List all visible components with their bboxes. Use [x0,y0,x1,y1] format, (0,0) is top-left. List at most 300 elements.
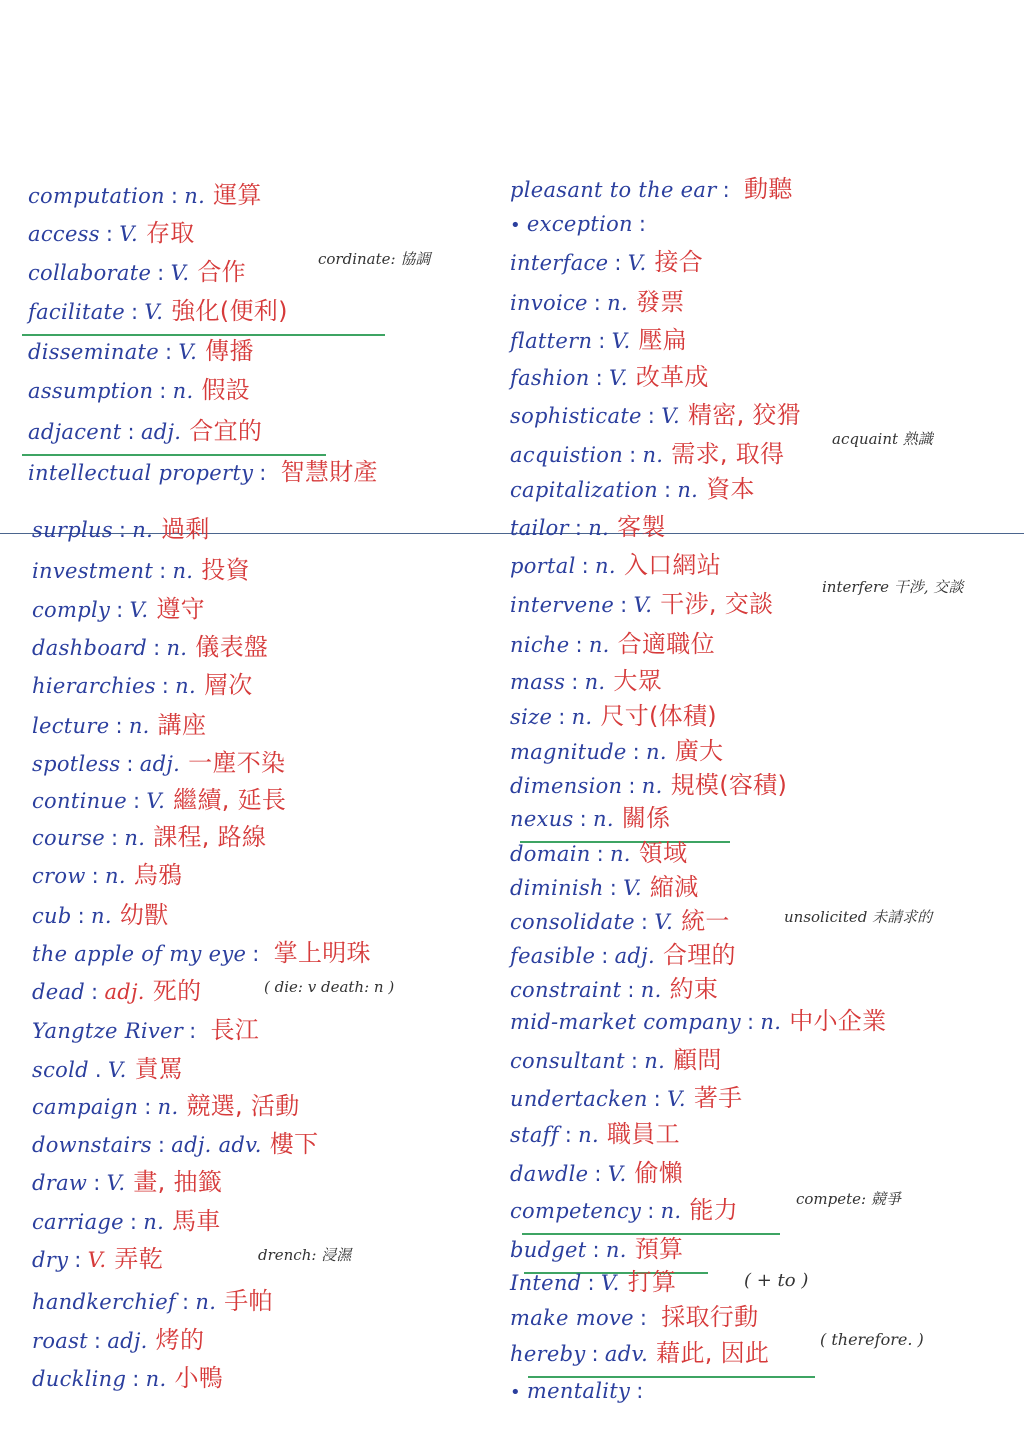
vocab-meaning: 資本 [706,475,755,503]
vocab-entry [510,1265,676,1299]
vocab-entry [32,746,285,780]
vocab-separator: : [636,1379,644,1403]
vocab-part-of-speech: n. [640,978,662,1002]
vocab-separator: : [653,1087,662,1111]
vocab-entry [32,1013,259,1047]
vocab-entry [510,768,787,802]
vocab-entry [510,1336,769,1370]
vocab-entry [32,898,168,932]
vocab-meaning: 智慧財產 [280,458,378,486]
vocab-entry [510,1300,758,1334]
vocab-term: competency [510,1199,642,1223]
vocab-part-of-speech: n. [584,670,606,694]
vocab-term: Intend [510,1271,582,1295]
vocab-part-of-speech: V. [627,251,647,275]
vocab-entry [510,1374,650,1408]
vocab-meaning: 手帕 [224,1287,273,1315]
vocab-meaning: 儀表盤 [195,633,269,661]
vocab-entry [510,699,717,733]
vocab-meaning: 長江 [210,1016,260,1044]
vocab-part-of-speech: n. [105,864,126,888]
note-plus-to: ( + to ) [744,1270,809,1291]
vocab-meaning: 採取行動 [661,1303,759,1331]
vocab-separator: : [592,1238,600,1262]
vocab-term: scold [32,1058,89,1082]
vocab-part-of-speech: n. [760,1010,782,1034]
vocab-term: diminish [510,876,604,900]
vocab-part-of-speech: n. [646,740,667,764]
vocab-term: domain [510,842,591,866]
vocab-meaning: 課程, 路線 [153,823,267,851]
vocab-part-of-speech: adj. [104,980,145,1004]
vocab-meaning: 領域 [638,839,688,867]
vocab-part-of-speech: n. [593,807,614,831]
vocab-meaning: 合理的 [662,941,736,969]
vocab-part-of-speech: adv. [604,1342,649,1366]
vocab-part-of-speech: n. [195,1290,217,1314]
note-compete: compete: 競爭 [796,1190,901,1208]
vocab-separator: : [558,705,566,729]
vocab-meaning: 一塵不染 [188,749,286,777]
vocab-term: facilitate [28,300,126,324]
vocab-entry [510,836,687,870]
vocab-term: feasible [510,944,596,968]
vocab-entry [32,1052,183,1086]
vocab-separator: : [105,222,114,246]
vocab-meaning: 顧問 [673,1046,722,1074]
vocab-part-of-speech: V. [106,1171,126,1195]
vocab-term: downstairs [32,1133,152,1157]
vocab-separator: : [647,404,656,428]
vocab-meaning: 廣大 [674,737,724,765]
vocab-term: budget [510,1238,587,1262]
vocab-meaning: 責罵 [134,1055,184,1083]
vocab-part-of-speech: n. [607,291,628,315]
vocab-part-of-speech: V. [178,340,198,364]
vocab-entry [32,1089,300,1123]
vocab-term: acquistion [510,443,624,467]
vocab-entry [510,904,730,938]
vocab-entry [510,1193,738,1227]
vocab-separator: : [132,1367,140,1391]
vocab-entry [28,334,254,368]
vocab-entry [510,472,755,506]
vocab-term: hereby [510,1342,586,1366]
vocab-term: adjacent [28,420,122,444]
vocab-meaning: 假設 [201,376,251,404]
vocab-entry [32,858,182,892]
vocab-entry [32,936,371,970]
vocab-separator: : [571,670,579,694]
vocab-term: cub [32,904,72,928]
vocab-entry [32,630,268,664]
vocab-entry [28,455,378,489]
vocab-separator: : [115,714,123,738]
vocab-separator: : [601,944,609,968]
vocab-term: handkerchief [32,1290,177,1314]
vocab-separator: : [116,598,124,622]
vocab-entry [28,294,288,328]
vocab-term: collaborate [28,261,152,285]
vocab-term: mentality [526,1379,631,1403]
vocab-term: intervene [510,593,615,617]
vocab-meaning: 幼獸 [119,901,169,929]
vocab-part-of-speech: V. [608,366,628,390]
vocab-term: invoice [510,291,588,315]
vocab-part-of-speech: n. [644,1049,666,1073]
vocab-separator: : [110,826,119,850]
vocab-term: draw [32,1171,88,1195]
vocab-separator: : [596,842,604,866]
vocab-term: consolidate [510,910,635,934]
vocab-term: computation [28,184,165,208]
vocab-separator: : [170,184,179,208]
vocab-part-of-speech: n. [166,636,188,660]
vocab-separator: : [259,461,267,485]
vocab-part-of-speech: adj. [139,752,181,776]
vocab-meaning: 烤的 [155,1326,205,1354]
vocab-separator: : [579,807,587,831]
vocab-meaning: 馬車 [172,1207,221,1235]
vocab-separator: : [159,379,167,403]
vocab-meaning: 職員工 [606,1120,680,1148]
vocab-separator: : [153,636,161,660]
vocab-part-of-speech: V. [611,329,631,353]
vocab-part-of-speech: V. [654,910,674,934]
vocab-separator: : [144,1095,152,1119]
vocab-meaning: 規模(容積) [670,771,788,799]
vocab-entry [510,1043,722,1077]
vocab-part-of-speech: n. [124,826,146,850]
vocab-meaning: 強化(便利) [171,297,288,325]
vocab-separator: : [620,593,628,617]
vocab-meaning: 合作 [197,258,246,286]
vocab-meaning: 約束 [669,975,719,1003]
vocab-part-of-speech: n. [595,554,616,578]
vocab-separator: : [628,774,636,798]
vocab-separator: : [564,1123,573,1147]
vocab-meaning: 過剩 [161,515,210,543]
vocab-separator: : [598,329,606,353]
vocab-term: access [28,222,100,246]
vocab-separator: : [627,978,635,1002]
vocab-term: the apple of my eye [32,942,247,966]
vocab-meaning: 改革成 [635,363,709,391]
vocab-part-of-speech: n. [578,1123,599,1147]
vocab-part-of-speech: V. [600,1271,620,1295]
vocab-term: capitalization [510,478,658,502]
vocab-part-of-speech: V. [607,1162,627,1186]
vocab-part-of-speech: V. [661,404,680,428]
vocab-part-of-speech: n. [677,478,699,502]
vocab-term: exception [526,212,633,236]
vocab-part-of-speech: V. [144,300,164,324]
vocab-separator: : [127,420,135,444]
vocab-meaning: 傳播 [205,337,254,365]
vocab-part-of-speech: n. [588,516,610,540]
vocab-part-of-speech: n. [571,705,593,729]
vocab-separator: : [574,516,583,540]
vocab-separator: : [663,478,672,502]
vocab-term: carriage [32,1210,124,1234]
vocab-separator: : [575,633,583,657]
vocab-separator: : [722,178,730,202]
vocab-part-of-speech: n. [143,1210,165,1234]
vocab-entry [32,783,286,817]
vocab-term: size [510,705,553,729]
vocab-term: crow [32,864,86,888]
vocab-separator: : [118,518,127,542]
vocab-separator: : [91,980,99,1004]
vocab-entry [510,801,670,835]
vocab-entry [32,553,250,587]
vocab-part-of-speech: n. [609,842,631,866]
vocab-meaning: 競選, 活動 [186,1092,300,1120]
vocab-entry [510,398,801,432]
vocab-term: duckling [32,1367,127,1391]
vocab-term: surplus [32,518,113,542]
vocab-entry [32,512,210,546]
vocab-meaning: 投資 [201,556,250,584]
vocab-term: consultant [510,1049,625,1073]
vocab-entry [510,734,723,768]
vocab-meaning: 存取 [146,219,195,247]
vocab-entry [32,1242,163,1276]
vocab-meaning: 繼續, 延長 [173,786,287,814]
vocab-term: intellectual property [28,461,254,485]
vocab-meaning: 預算 [634,1235,684,1263]
vocab-meaning: 發票 [635,288,685,316]
vocab-entry [510,207,652,241]
vocab-term: Yangtze River [32,1019,184,1043]
vocab-term: undertacken [510,1087,648,1111]
vocab-entry [510,323,687,357]
note-unsolicited: unsolicited 未請求的 [784,908,933,926]
vocab-part-of-speech: V. [633,593,653,617]
vocab-term: roast [32,1329,88,1353]
vocab-term: dashboard [32,636,148,660]
vocab-entry [510,510,666,544]
vocab-meaning: 烏鴉 [133,861,183,889]
vocab-separator: : [157,261,165,285]
vocab-term: dead [32,980,86,1004]
vocab-meaning: 合宜的 [189,417,263,445]
vocab-entry [32,668,253,702]
vocab-term: magnitude [510,740,627,764]
vocab-separator: : [632,740,641,764]
vocab-entry [510,870,699,904]
vocab-entry [28,255,246,289]
vocab-meaning: 藉此, 因此 [656,1339,770,1367]
vocab-part-of-speech: adj. [614,944,655,968]
note-interfere: interfere 干涉, 交談 [822,578,964,596]
vocab-separator: : [129,1210,138,1234]
vocab-term: continue [32,789,127,813]
vocab-entry [32,1361,223,1395]
vocab-entry [32,974,201,1008]
vocab-separator: : [581,554,589,578]
vocab-meaning: 大眾 [613,667,662,695]
vocab-separator: : [91,864,100,888]
vocab-term: interface [510,251,609,275]
vocab-entry [28,216,195,250]
vocab-entry [510,172,793,206]
vocab-part-of-speech: V. [170,261,190,285]
vocab-term: dry [32,1248,69,1272]
vocab-entry [510,627,715,661]
vocab-entry [32,1284,273,1318]
vocab-separator: : [639,1306,648,1330]
vocab-entry [28,414,262,448]
vocab-meaning: 著手 [693,1084,743,1112]
vocab-term: sophisticate [510,404,642,428]
vocab-term: flattern [510,329,593,353]
vocab-entry [32,1165,222,1199]
note-drench: drench: 浸濕 [258,1246,352,1264]
vocab-entry [510,1117,680,1151]
vocab-meaning: 縮減 [649,873,699,901]
vocab-term: lecture [32,714,110,738]
vocab-entry [510,587,773,621]
vocab-separator: : [182,1290,190,1314]
vocab-entry [32,1204,221,1238]
vocab-entry [510,1081,742,1115]
vocab-separator: : [593,291,602,315]
vocab-part-of-speech: n. [145,1367,167,1391]
vocab-entry [510,285,685,319]
vocab-part-of-speech: adj. [107,1329,148,1353]
vocab-entry [32,592,205,626]
vocab-entry [510,664,662,698]
vocab-separator: : [252,942,260,966]
vocab-part-of-speech: V. [129,598,149,622]
note-therefore: ( therefore. ) [820,1330,924,1349]
vocab-separator: : [614,251,622,275]
vocab-part-of-speech: n. [641,774,663,798]
vocab-entry [32,820,266,854]
vocab-part-of-speech: n. [605,1238,627,1262]
vocab-entry [28,178,262,212]
vocab-separator: : [93,1329,102,1353]
vocab-term: mass [510,670,566,694]
vocab-term: investment [32,559,154,583]
vocab-part-of-speech: n. [184,184,206,208]
vocab-term: mid-market company [510,1010,741,1034]
vocab-part-of-speech: adj. [140,420,182,444]
vocab-part-of-speech: V. [107,1058,127,1082]
vocab-meaning: 尺寸(体積) [600,702,717,730]
vocab-term: hierarchies [32,674,156,698]
vocab-meaning: 統一 [681,907,730,935]
vocab-separator: : [126,752,134,776]
vocab-separator: : [93,1171,101,1195]
vocab-entry [510,437,784,471]
vocab-entry [510,245,703,279]
vocab-meaning: 能力 [689,1196,739,1224]
vocab-term: constraint [510,978,622,1002]
vocab-term: course [32,826,105,850]
vocab-entry [510,360,709,394]
vocab-part-of-speech: n. [642,443,664,467]
vocab-term: staff [510,1123,559,1147]
vocab-meaning: 樓下 [269,1130,319,1158]
bullet-marker: • [510,1382,521,1403]
vocab-entry [510,1232,683,1266]
vocab-meaning: 講座 [157,711,207,739]
vocab-entry [32,708,206,742]
vocab-term: spotless [32,752,121,776]
vocab-separator: : [591,1342,599,1366]
vocab-term: pleasant to the ear [510,178,717,202]
vocab-part-of-speech: n. [175,674,196,698]
vocab-separator: : [647,1199,655,1223]
vocab-part-of-speech: n. [588,633,610,657]
vocab-term: make move [510,1306,634,1330]
vocab-entry [510,1004,886,1038]
vocab-meaning: 遵守 [156,595,205,623]
vocab-part-of-speech: n. [128,714,150,738]
vocab-meaning: 客製 [617,513,666,541]
vocab-term: assumption [28,379,154,403]
vocab-entry [510,1156,683,1190]
vocab-entry [32,1127,318,1161]
vocab-part-of-speech: n. [172,379,194,403]
vocab-meaning: 動聽 [743,175,793,203]
vocab-part-of-speech: n. [157,1095,179,1119]
vocab-separator: : [159,559,167,583]
vocab-separator: : [131,300,139,324]
vocab-part-of-speech: n. [660,1199,682,1223]
vocab-separator: : [638,212,647,236]
vocab-separator: : [594,1162,602,1186]
vocab-meaning: 運算 [213,181,262,209]
vocab-meaning: 死的 [152,977,202,1005]
vocab-meaning: 偷懶 [634,1159,684,1187]
vocab-meaning: 關係 [621,804,671,832]
vocab-meaning: 壓扁 [638,326,688,354]
note-cordinate: cordinate: 協調 [318,250,431,268]
vocab-part-of-speech: n. [91,904,112,928]
vocab-separator: : [630,1049,639,1073]
note-acquaint: acquaint 熟識 [832,430,933,448]
vocab-meaning: 畫, 抽籤 [133,1168,223,1196]
vocab-meaning: 小鴨 [174,1364,224,1392]
vocab-separator: : [161,674,170,698]
vocab-meaning: 掌上明珠 [273,939,371,967]
vocab-entry [28,373,250,407]
vocab-meaning: 精密, 狡猾 [687,401,802,429]
vocab-meaning: 接合 [654,248,704,276]
bullet-marker: • [510,215,521,236]
vocab-separator: : [77,904,86,928]
vocab-separator: : [587,1271,595,1295]
vocab-part-of-speech: n. [172,559,194,583]
vocab-term: dimension [510,774,623,798]
vocab-term: portal [510,554,576,578]
vocab-part-of-speech: V. [119,222,138,246]
vocab-term: fashion [510,366,590,390]
vocab-separator: : [74,1248,82,1272]
vocab-entry [510,548,721,582]
vocab-separator: : [595,366,603,390]
vocab-separator: : [609,876,618,900]
vocab-separator: : [640,910,649,934]
vocab-term: nexus [510,807,574,831]
vocab-entry [510,972,718,1006]
vocab-separator: . [94,1058,102,1082]
vocab-part-of-speech: V. [667,1087,686,1111]
vocab-term: disseminate [28,340,159,364]
